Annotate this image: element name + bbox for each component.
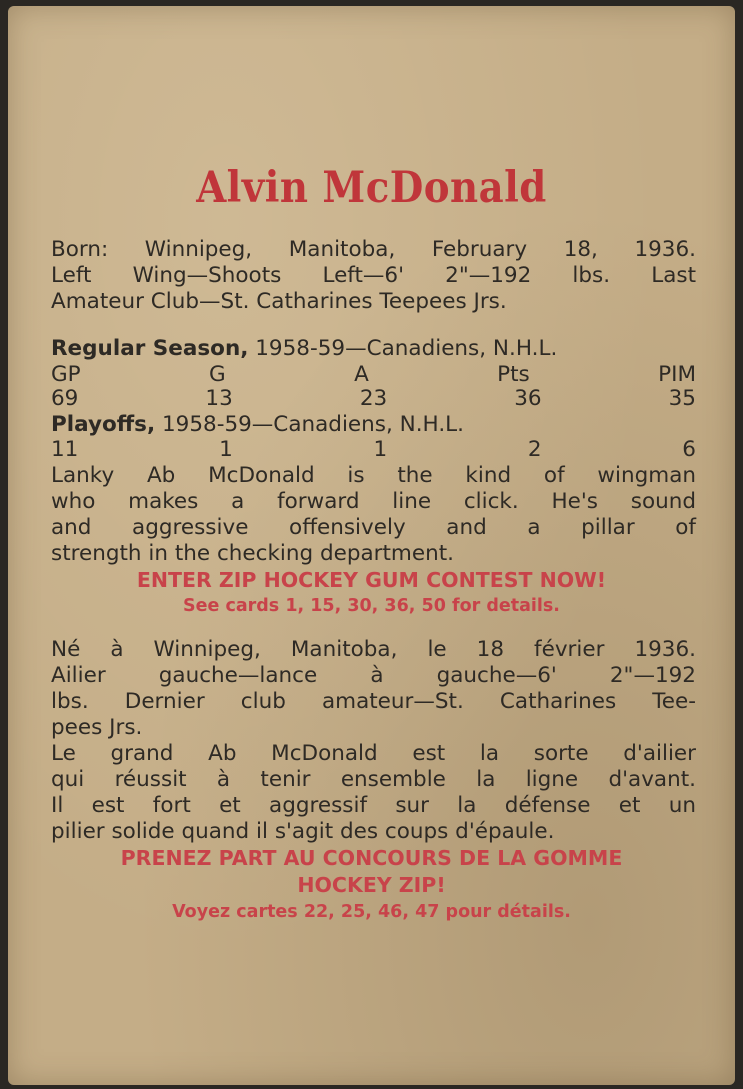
bio-line: Amateur Club—St. Catharines Teepees Jrs. (51, 289, 507, 314)
bio-fr-line: pees Jrs. (51, 715, 143, 740)
playoff-stat-gp: 11 (51, 437, 79, 462)
player-name: Alvin McDonald (196, 163, 547, 213)
description-line: who makes a forward line click. He's sound (51, 489, 696, 514)
stat-pim: 35 (668, 386, 696, 411)
stat-header-a: A (354, 362, 369, 387)
stat-gp: 69 (51, 386, 79, 411)
stats-headers-row (51, 362, 696, 388)
playoffs-stats-row (51, 437, 696, 463)
description-english (51, 463, 696, 567)
stat-pts: 36 (514, 386, 542, 411)
playoffs-label: Playoffs, (51, 412, 156, 437)
stat-header-pim: PIM (658, 362, 696, 387)
bio-line: Born: Winnipeg, Manitoba, February 18, 1936. (51, 237, 696, 262)
description-french (51, 741, 696, 845)
stat-header-pts: Pts (497, 362, 530, 387)
contest-english-details: See cards 1, 15, 30, 36, 50 for details. (183, 596, 560, 616)
description-line: strength in the checking department. (51, 541, 454, 566)
playoffs-heading (51, 412, 696, 438)
description-fr-line: pilier solide quand il s'agit des coups d'épaule. (51, 819, 555, 844)
bio-fr-line: lbs. Dernier club amateur—St. Catharines Tee- (51, 689, 696, 714)
description-fr-line: qui réussit à tenir ensemble la ligne d'avant. (51, 767, 696, 792)
contest-french-details: Voyez cartes 22, 25, 46, 47 pour détails. (172, 902, 571, 922)
description-line: Lanky Ab McDonald is the kind of wingman (51, 463, 696, 488)
description-fr-line: Le grand Ab McDonald est la sorte d'ailier (51, 741, 696, 766)
stat-header-gp: GP (51, 362, 81, 387)
playoff-stat-a: 1 (373, 437, 388, 462)
regular-season-label: Regular Season, (51, 336, 249, 361)
stat-g: 13 (205, 386, 233, 411)
description-line: and aggressive offensively and a pillar of (51, 515, 696, 540)
playoff-stat-g: 1 (219, 437, 233, 462)
contest-french-headline-2: HOCKEY ZIP! (297, 873, 446, 897)
bio-english (51, 237, 696, 315)
contest-english-headline: ENTER ZIP HOCKEY GUM CONTEST NOW! (136, 568, 607, 592)
contest-french-headline: PRENEZ PART AU CONCOURS DE LA GOMME (120, 846, 623, 870)
stat-a: 23 (359, 386, 388, 411)
regular-season-stats-row (51, 386, 696, 412)
playoffs-team: 1958-59—Canadiens, N.H.L. (155, 412, 464, 437)
bio-fr-line: Ailier gauche—lance à gauche—6' 2"—192 (51, 663, 696, 688)
playoff-stat-pts: 2 (527, 437, 542, 462)
playoff-stat-pim: 6 (682, 437, 696, 462)
bio-fr-line: Né à Winnipeg, Manitoba, le 18 février 1936. (51, 637, 696, 662)
stat-header-g: G (209, 362, 226, 387)
bio-french (51, 637, 696, 741)
description-fr-line: Il est fort et aggressif sur la défense et un (51, 793, 696, 818)
bio-line: Left Wing—Shoots Left—6' 2"—192 lbs. Last (51, 263, 696, 288)
regular-season-team: 1958-59—Canadiens, N.H.L. (248, 336, 558, 361)
regular-season-heading (51, 336, 696, 362)
